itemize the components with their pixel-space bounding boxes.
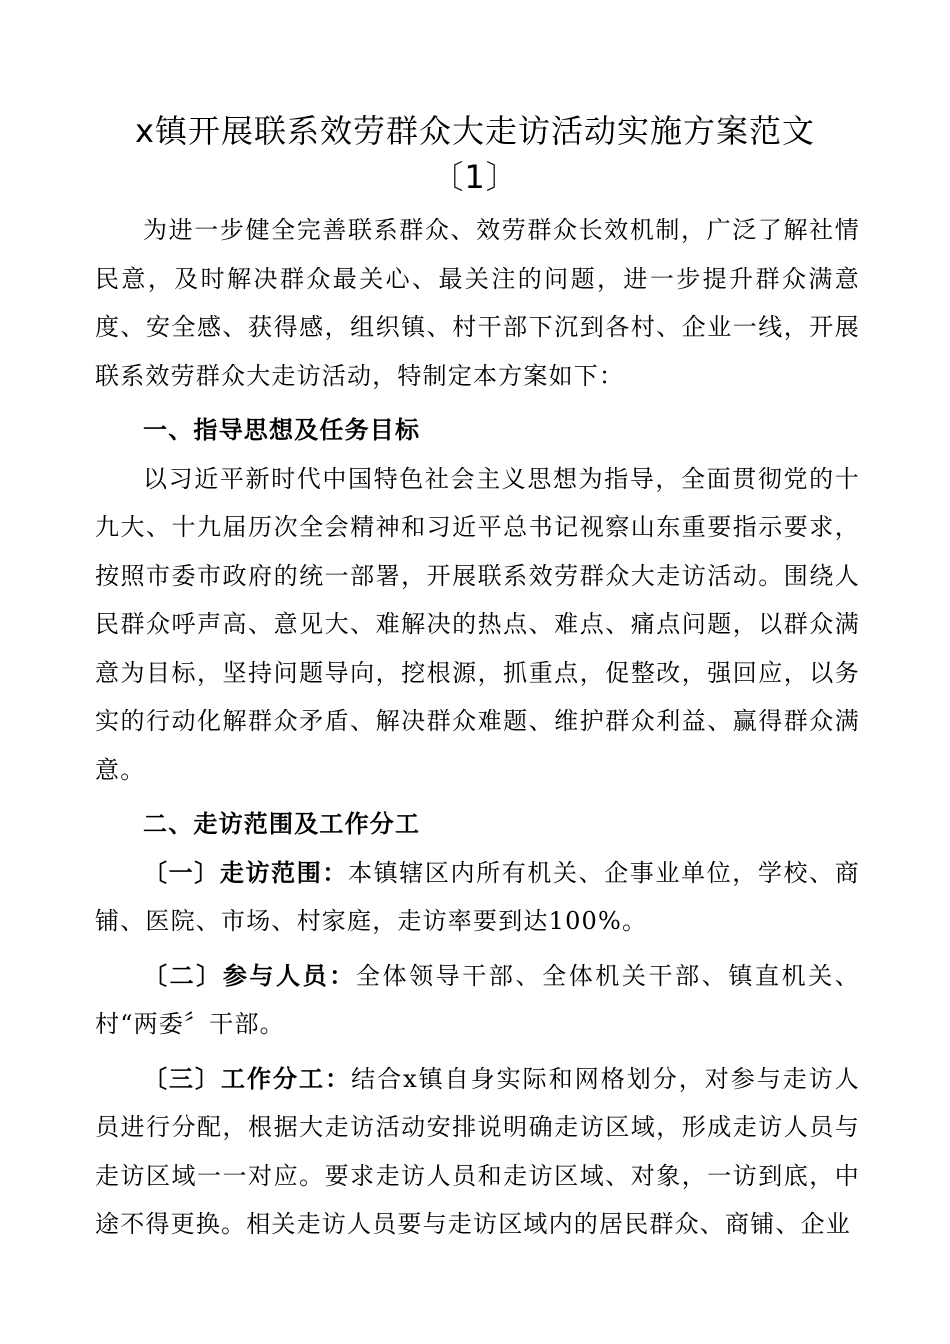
section-2-item — [95, 849, 860, 946]
item-label: 〔一〕走访范围： — [143, 858, 348, 887]
section-2-item — [95, 952, 860, 1049]
item-text: 结合x镇自身实际和网格划分，对参与走访人员进行分配，根据大走访活动安排说明确走访区域，形成走访人员与走访区域一一对应。要求走访人员和走访区域、对象，一访到底，中途不得更换。相关走访人员要与走访区域内的居民群众、商铺、企业 — [95, 1064, 860, 1238]
section-2-item — [95, 1055, 860, 1249]
intro-paragraph: 为进一步健全完善联系群众、效劳群众长效机制，广泛了解社情民意，及时解决群众最关心、最关注的问题，进一步提升群众满意度、安全感、获得感，组织镇、村干部下沉到各村、企业一线，开展联系效劳群众大走访活动，特制定本方案如下： — [95, 216, 860, 390]
item-text: 全体领导干部、全体机关干部、镇直机关、村“两委〞干部。 — [95, 961, 860, 1038]
item-text: 本镇辖区内所有机关、企事业单位，学校、商铺、医院、市场、村家庭，走访率要到达100%。 — [95, 858, 860, 935]
section-1-paragraph: 以习近平新时代中国特色社会主义思想为指导，全面贯彻党的十九大、十九届历次全会精神和习近平总书记视察山东重要指示要求，按照市委市政府的统一部署，开展联系效劳群众大走访活动。围绕人民群众呼声高、意见大、难解决的热点、难点、痛点问题，以群众满意为目标，坚持问题导向，挖根源，抓重点，促整改，强回应，以务实的行动化解群众矛盾、解决群众难题、维护群众利益、赢得群众满意。 — [95, 464, 860, 784]
document-title — [95, 108, 855, 200]
title-line-2: 〔1〕 — [431, 158, 519, 196]
document-body — [95, 206, 860, 1249]
title-line-1: x镇开展联系效劳群众大走访活动实施方案范文 — [135, 112, 815, 150]
item-label: 〔二〕参与人员： — [143, 961, 356, 990]
section-1-heading: 一、指导思想及任务目标 — [143, 416, 421, 444]
item-label: 〔三〕工作分工： — [143, 1064, 352, 1093]
section-2-heading: 二、走访范围及工作分工 — [143, 810, 421, 838]
